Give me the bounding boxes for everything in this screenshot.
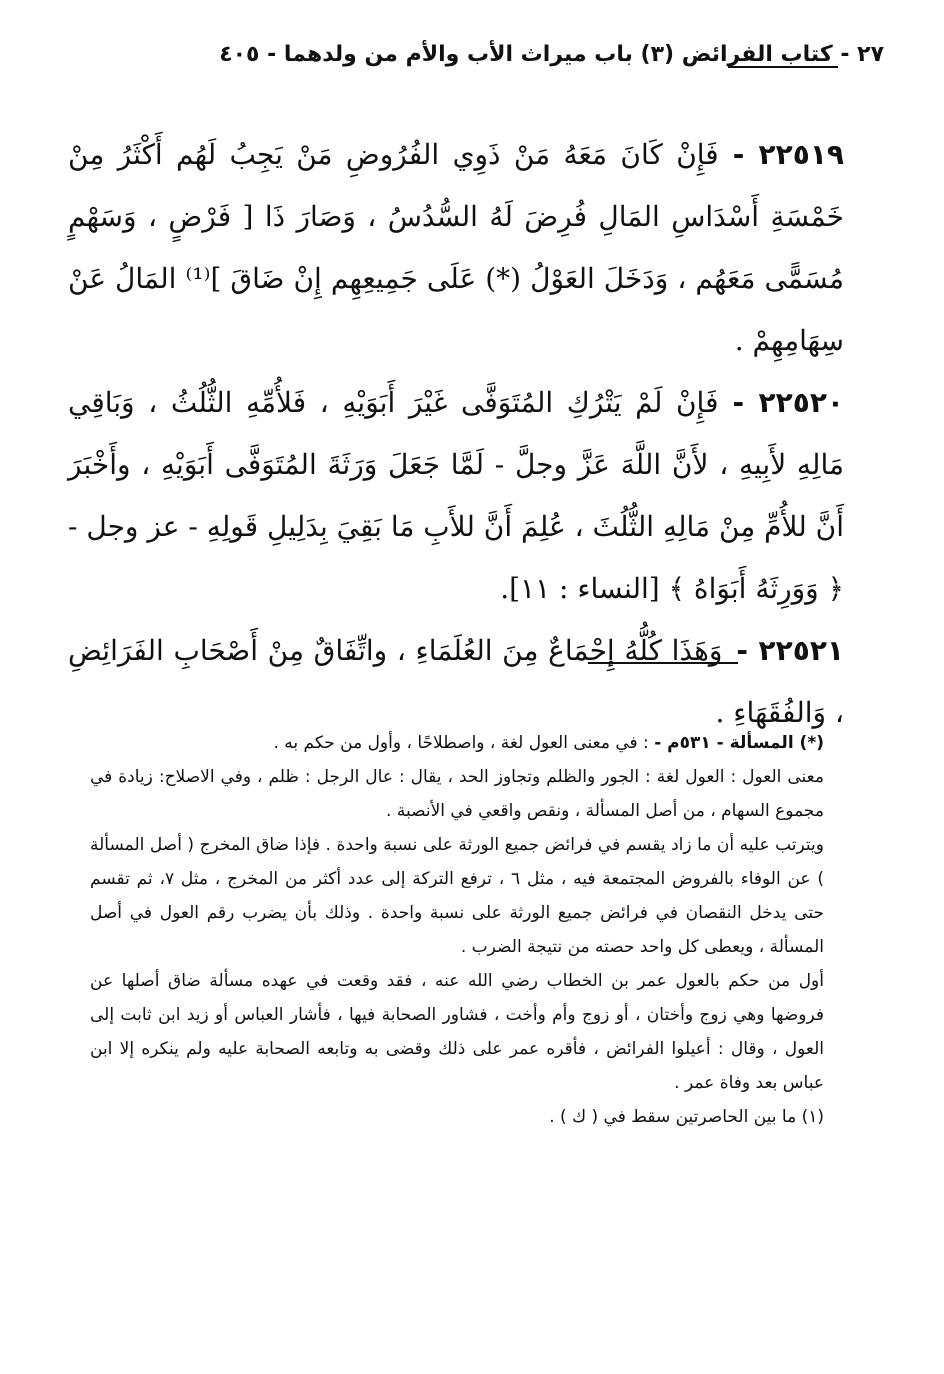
paragraph-number: ٢٢٥٢٠ -	[732, 386, 844, 419]
paragraph-22519	[68, 124, 844, 372]
footnotes	[90, 726, 824, 1134]
footnote-title: (*) المسألة - ٥٣١م -	[654, 733, 824, 753]
footnote-line: ويترتب عليه أن ما زاد يقسم في فرائض جميع الورثة على نسبة واحدة . فإذا ضاق المخرج ( أصل المسألة ) عن الوفاء بالفروض المجتمعة فيه ، مثل ٦ ، ترفع التركة إلى عدد أكثر من المخرج ، مثل ٧، ثم تقسم حتى يدخل النقصان في فرائض جميع الورثة على نسبة واحدة . وذلك بأن يضرب رقم العول في أصل المسألة ، ويعطى كل واحد حصته من نتيجة الضرب .	[90, 835, 824, 957]
paragraph-22520	[68, 372, 844, 620]
footnote-line: معنى العول : العول لغة : الجور والظلم وتجاوز الحد ، يقال : عال الرجل : ظلم ، وفي الاصلاح: زيادة في مجموع السهام ، من أصل المسألة ، ونقص واقعي في الأنصبة .	[90, 767, 824, 821]
paragraph-number: ٢٢٥١٩ -	[732, 138, 844, 171]
paragraph-text: وَهَذَا كُلُّهُ إِجْمَاعٌ مِنَ العُلَمَاءِ ، واتِّفَاقٌ مِنْ أَصْحَابِ الفَرَائِضِ ، وَالفُقَهَاءِ .	[68, 634, 844, 729]
main-text	[68, 124, 844, 744]
footnote-title-rest: : في معنى العول لغة ، واصطلاحًا ، وأول من حكم به .	[273, 733, 655, 753]
footnote-separator	[588, 662, 738, 664]
paragraph-text: فَإِنْ كَانَ مَعَهُ مَنْ ذَوِي الفُرُوضِ مَنْ يَجِبُ لَهُم أَكْثَرُ مِنْ خَمْسَةِ أَسْدَاسِ المَالِ فُرِضَ لَهُ السُّدُسُ ، وَصَارَ ذَا [ فَرْضٍ ، وَسَهْمٍ مُسَمًّى مَعَهُم ، وَدَخَلَ العَوْلُ (*) عَلَى جَمِيعِهِم إِنْ ضَاقَ ]⁽¹⁾ المَالُ عَنْ سِهَامِهِمْ .	[68, 138, 844, 357]
footnote-heading	[90, 726, 824, 760]
footnote-line: (١) ما بين الحاصرتين سقط في ( ك ) .	[549, 1107, 824, 1127]
header-rule	[728, 66, 838, 68]
running-header: ٢٧ - كتاب الفرائض (٣) باب ميراث الأب والأم من ولدهما - ٤٠٥	[219, 41, 884, 67]
paragraph-number: ٢٢٥٢١ -	[736, 634, 844, 667]
footnote-line: أول من حكم بالعول عمر بن الخطاب رضي الله عنه ، فقد وقعت في عهده مسألة ضاق أصلها عن فروضها وهي زوج وأختان ، أو زوج وأم وأخت ، فشاور الصحابة فيها ، فأشار العباس أو زيد ابن ثابت إلى العول ، وقال : أعيلوا الفرائض ، فأقره عمر على ذلك وقضى به وتابعه الصحابة عليه ولم ينكره إلا ابن عباس بعد وفاة عمر .	[90, 971, 824, 1093]
paragraph-text: فَإِنْ لَمْ يَتْرُكِ المُتَوَفَّى غَيْرَ أَبَوَيْهِ ، فَلأُمِّهِ الثُّلُثُ ، وَبَاقِي مَالِهِ لأَبِيهِ ، لأَنَّ اللَّهَ عَزَّ وجلَّ - لَمَّا جَعَلَ وَرَثَةَ المُتَوَفَّى أَبَوَيْهِ ، وأَخْبَرَ أَنَّ للأُمِّ مِنْ مَالِهِ الثُّلُثَ ، عُلِمَ أَنَّ للأَبِ مَا بَقِيَ بِدَلِيلِ قَولِهِ - عز وجل - ﴿ وَوَرِثَهُ أَبَوَاهُ ﴾ [النساء : ١١].	[68, 386, 844, 605]
